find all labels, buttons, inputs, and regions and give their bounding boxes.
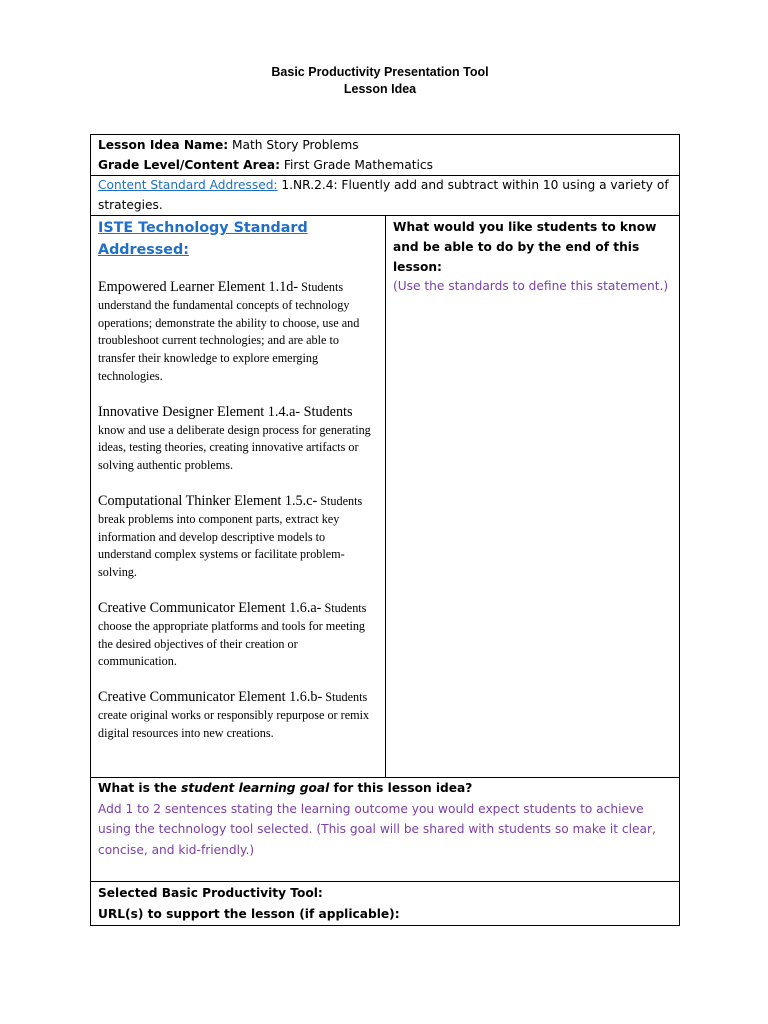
content-standard-link[interactable]: Content Standard Addressed: bbox=[98, 178, 278, 192]
document-header bbox=[0, 64, 760, 98]
iste-element-text: Students understand the fundamental concepts of technology operations; demonstrate the ability to choose, use and troubleshoot current technologies; and are able to transfer their knowledge to explore emerging technologies. bbox=[98, 280, 360, 383]
document-subtitle: Lesson Idea bbox=[343, 82, 417, 96]
selected-tool-label: Selected Basic Productivity Tool: bbox=[98, 886, 323, 900]
iste-element-title: Creative Communicator Element 1.6.b- bbox=[98, 689, 323, 706]
iste-element-2 bbox=[98, 404, 378, 475]
learning-goal-row bbox=[91, 778, 680, 882]
content-standard-row bbox=[91, 176, 680, 216]
iste-element-text: Students create original works or responsibly repurpose or remix digital resources into new creations. bbox=[98, 690, 370, 740]
iste-element-text: Students break problems into component parts, extract key information and develop descriptive models to understand complex systems or facilitate problem-solving. bbox=[98, 493, 363, 580]
iste-element-4 bbox=[98, 600, 378, 671]
content-standard-value: 1.NR.2.4: Fluently add and subtract within 10 using a variety of strategies. bbox=[98, 178, 669, 212]
iste-element-5 bbox=[98, 689, 378, 742]
lesson-info-row bbox=[91, 135, 680, 176]
iste-element-3 bbox=[98, 493, 378, 582]
learning-goal-question bbox=[98, 779, 672, 799]
lesson-name-label: Lesson Idea Name: bbox=[98, 138, 229, 152]
iste-element-title: Empowered Learner Element 1.1d- bbox=[98, 279, 299, 295]
iste-element-title: Innovative Designer Element 1.4.a- Students bbox=[98, 403, 353, 420]
grade-level-line bbox=[98, 156, 672, 176]
iste-element-text: Students choose the appropriate platforms and tools for meeting the desired objectives of their creation or communication. bbox=[98, 600, 367, 669]
iste-element-title: Creative Communicator Element 1.6.a- bbox=[98, 599, 322, 616]
grade-level-label: Grade Level/Content Area: bbox=[98, 157, 280, 172]
goal-question-suffix: for this lesson idea? bbox=[333, 781, 473, 795]
outcome-question: What would you like students to know and be able to do by the end of this lesson: bbox=[393, 220, 657, 274]
url-label: URL(s) to support the lesson (if applicable): bbox=[98, 907, 400, 921]
grade-level-value: First Grade Mathematics bbox=[283, 157, 433, 172]
iste-element-title: Computational Thinker Element 1.5.c- bbox=[98, 492, 318, 509]
goal-question-emphasis: student learning goal bbox=[181, 781, 330, 795]
learning-goal-hint: Add 1 to 2 sentences stating the learning outcome you would expect students to achieve using the technology tool selected. (This goal will be shared with students so make it clear, concise, and kid-friendly.) bbox=[98, 801, 656, 857]
iste-element-1 bbox=[98, 279, 378, 386]
standards-row bbox=[91, 216, 680, 778]
document-title: Basic Productivity Presentation Tool bbox=[271, 65, 489, 79]
lesson-idea-table bbox=[90, 134, 680, 926]
iste-element-text: know and use a deliberate design process for generating ideas, testing theories, creating innovative artifacts or solving authentic problems. bbox=[98, 422, 371, 473]
tool-row bbox=[91, 882, 680, 926]
goal-question-prefix: What is the bbox=[98, 781, 177, 795]
outcome-hint: (Use the standards to define this statement.) bbox=[393, 279, 669, 293]
lesson-name-value: Math Story Problems bbox=[231, 138, 359, 152]
iste-cell bbox=[91, 216, 386, 778]
iste-standard-link[interactable]: ISTE Technology Standard Addressed: bbox=[98, 220, 308, 258]
lesson-name-line bbox=[98, 136, 672, 156]
outcome-cell bbox=[386, 216, 680, 778]
